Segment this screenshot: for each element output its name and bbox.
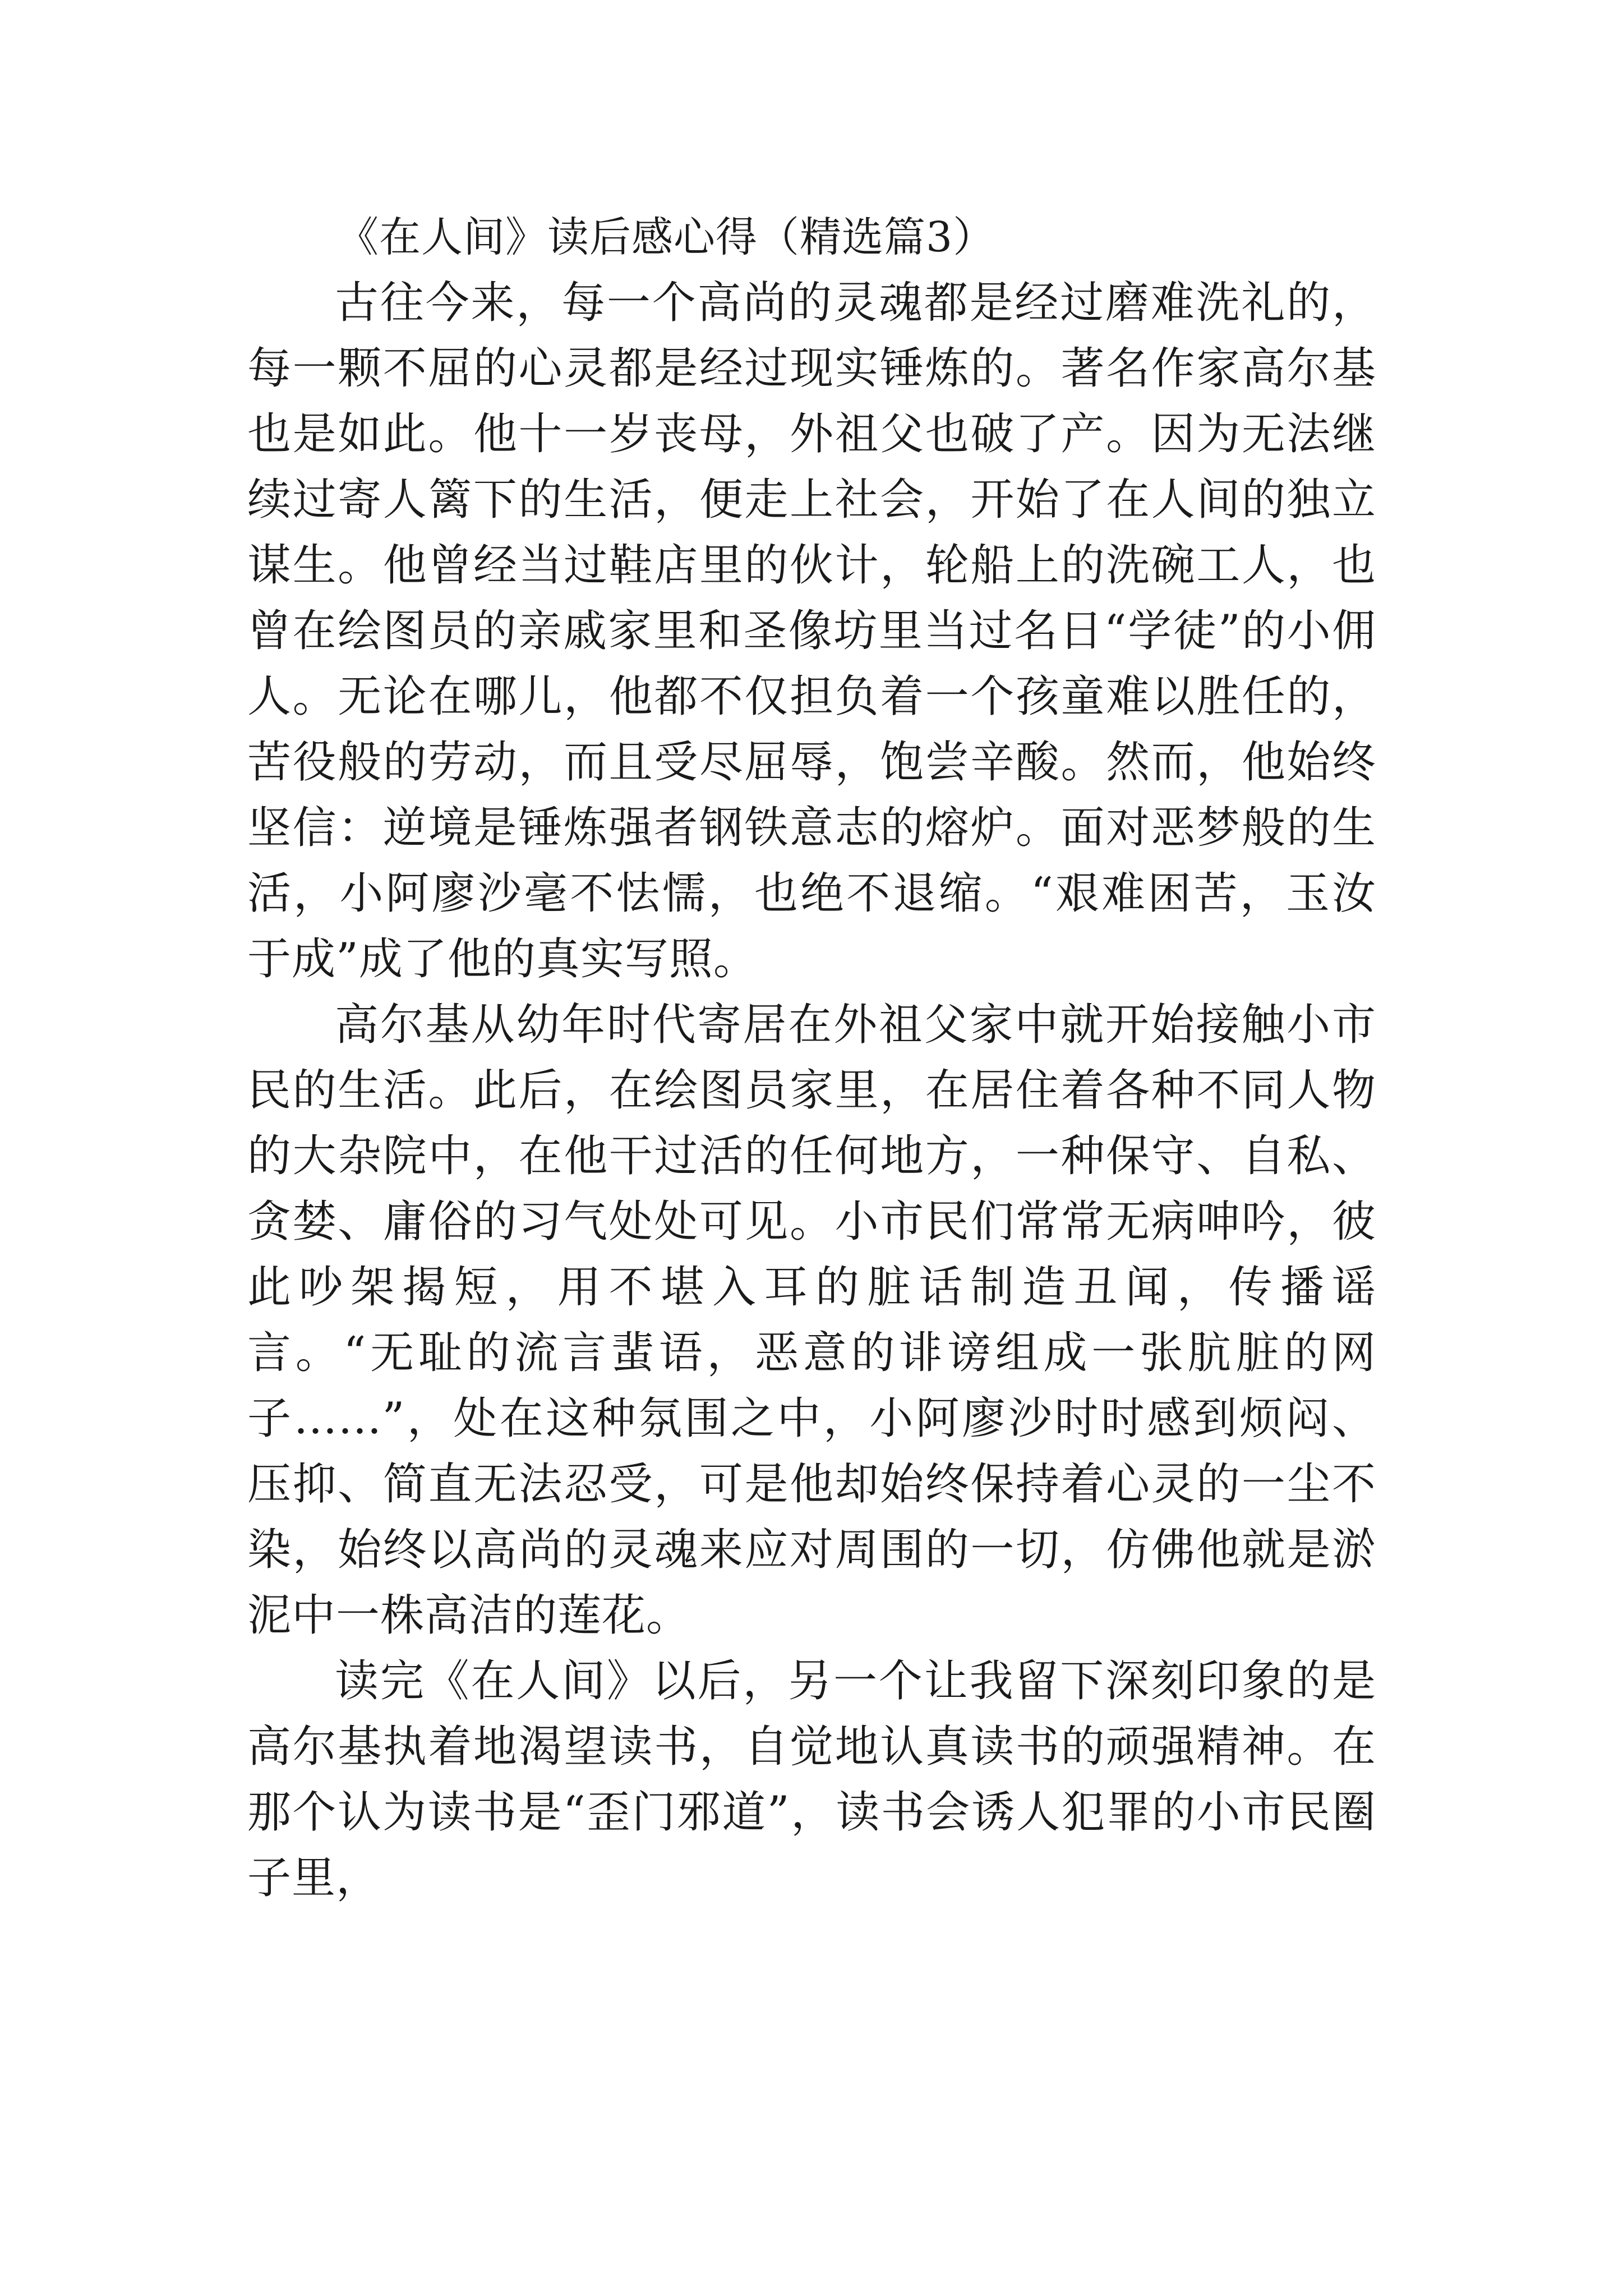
document-body	[247, 205, 1376, 1911]
document-title: 《在人间》读后感心得（精选篇3）	[337, 213, 995, 261]
paragraph-2: 高尔基从幼年时代寄居在外祖父家中就开始接触小市民的生活。此后，在绘图员家里，在居住着各种不同人物的大杂院中，在他干过活的任何地方，一种保守、自私、贪婪、庸俗的习气处处可见。小市民们常常无病呻吟，彼此吵架揭短，用不堪入耳的脏话制造丑闻，传播谣言。“无耻的流言蜚语，恶意的诽谤组成一张肮脏的网子……”，处在这种氛围之中，小阿廖沙时时感到烦闷、压抑、简直无法忍受，可是他却始终保持着心灵的一尘不染，始终以高尚的灵魂来应对周围的一切，仿佛他就是淤泥中一株高洁的莲花。	[247, 1000, 1376, 1641]
paragraph-1: 古往今来，每一个高尚的灵魂都是经过磨难洗礼的，每一颗不屈的心灵都是经过现实锤炼的。著名作家高尔基也是如此。他十一岁丧母，外祖父也破了产。因为无法继续过寄人篱下的生活，便走上社会，开始了在人间的独立谋生。他曾经当过鞋店里的伙计，轮船上的洗碗工人，也曾在绘图员的亲戚家里和圣像坊里当过名日“学徒”的小佣人。无论在哪儿，他都不仅担负着一个孩童难以胜任的，苦役般的劳动，而且受尽屈辱，饱尝辛酸。然而，他始终坚信：逆境是锤炼强者钢铁意志的熔炉。面对恶梦般的生活，小阿廖沙毫不怯懦，也绝不退缩。“艰难困苦，玉汝于成”成了他的真实写照。	[247, 278, 1376, 984]
paragraph-3: 读完《在人间》以后，另一个让我留下深刻印象的是高尔基执着地渴望读书，自觉地认真读书的顽强精神。在那个认为读书是“歪门邪道”，读书会诱人犯罪的小市民圈子里，	[247, 1656, 1376, 1903]
